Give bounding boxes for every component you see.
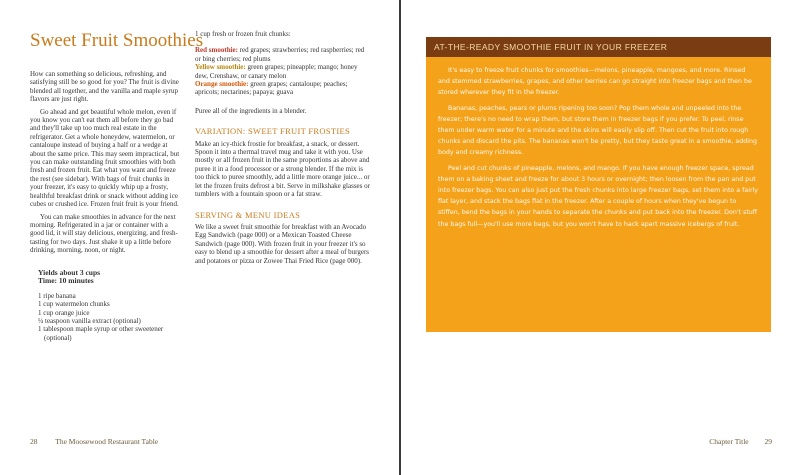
right-column <box>195 30 370 265</box>
variation-body: Make an icy-thick frostie for breakfast, a snack, or dessert. Spoon it into a thermal travel mug and take it with you. Use mostly or all frozen fruit in the same proportions as above and puree it in a food processor or a strong blender. If the mix is too thick to puree smoothly, add a little more orange juice... or let the frozen fruits defrost a bit. Serve in milkshake glasses or tumblers with a fountain spoon or a fat straw. <box>195 139 370 199</box>
page-number: 29 <box>764 437 772 446</box>
variety-red <box>195 46 370 63</box>
sidebar-box <box>426 37 771 332</box>
serving-body: We like a sweet fruit smoothie for breakfast with an Avocado Egg Sandwich (page 000) or a Mexican Toasted Cheese Sandwich (page 000). With frozen fruit in your freezer it's so easy to blend up a smoothie for dessert after a meal of burgers and potatoes or pizza or Zowee Thai Fried Rice (page 000). <box>195 222 370 265</box>
running-book-title: The Moosewood Restaurant Table <box>55 437 159 446</box>
yields-text: Yields about 3 cups <box>38 267 101 277</box>
running-chapter-title: Chapter Title <box>709 437 749 446</box>
sidebar-title: AT-THE-READY SMOOTHIE FRUIT IN YOUR FREEZER <box>426 37 771 57</box>
variety-label: Yellow smoothie: <box>195 63 246 72</box>
variety-text: green grapes; pineapple; mango; honey dew, Crenshaw, or canary melon <box>195 63 358 80</box>
variation-heading: VARIATION: SWEET FRUIT FROSTIES <box>195 126 350 137</box>
sidebar-body <box>426 57 771 230</box>
variety-label: Red smoothie: <box>195 46 238 55</box>
left-column <box>30 70 180 342</box>
intro-paragraph: You can make smoothies in advance for the next morning. Refrigerated in a jar or container with a good lid, it will stay delicious, energizing, and fresh-tasting for two days. Just shake it up a little before drinking, morning, noon, or night. <box>30 212 178 255</box>
fruit-chunks-line: 1 cup fresh or frozen fruit chunks: <box>195 30 291 38</box>
intro-paragraph: How can something so delicious, refreshing, and satisfying still be so good for you? The fruit is divine blended all together, and the vanilla and maple syrup flavors are just right. <box>30 70 179 104</box>
ingredient-item: 1 cup watermelon chunks <box>38 300 110 309</box>
ingredient-item: 1 tablespoon maple syrup or other sweetener (optional) <box>38 325 164 342</box>
variety-label: Orange smoothie: <box>195 80 249 89</box>
ingredient-item: 1 cup orange juice <box>38 308 90 317</box>
ingredient-list <box>38 292 180 342</box>
yields-block <box>38 269 180 286</box>
intro-paragraph: Go ahead and get beautiful whole melon, even if you know you can't eat them all before they go bad and they'll take up too much real estate in the refrigerator. Get a whole honeydew, watermelon, or cantaloupe instead of buying a half or a wedge at about the same price. This may seem impractical, but you can make outstanding fruit smoothies with both fresh and frozen fruit. Eat what you want and freeze the rest (see sidebar). With bags of fruit chunks in your freezer, it's easy to quickly whip up a frosty, healthful breakfast drink or snack without adding ice cubes or crushed ice. Frozen fruit fruit is your friend. <box>30 107 180 209</box>
puree-instruction: Puree all of the ingredients in a blender. <box>195 106 307 115</box>
serving-heading: SERVING & MENU IDEAS <box>195 209 301 220</box>
sidebar-paragraph: Bananas, peaches, pears or plums ripening too soon? Pop them whole and unpeeled into the freezer; there's no need to wrap them, but store them in freezer bags if you prefer. To peel, rinse them under warm water for a minute and the skins will easily slip off. Then cut the fruit into rough chunks and discard the pits. The bananas won't be pretty, but they taste great in a smoothie, adding body and creamy richness. <box>438 104 758 157</box>
variety-yellow <box>195 63 370 80</box>
variety-text: red grapes; strawberries; red raspberries; red or bing cherries; red plums <box>195 46 365 63</box>
page-number: 28 <box>30 437 38 446</box>
time-text: Time: 10 minutes <box>38 276 94 286</box>
sidebar-paragraph: Peel and cut chunks of pineapple, melons, and mango. If you have enough freezer space, spread them on a baking sheet and freeze for about 3 hours or overnight; then loosen from the pan and put into freezer bags. You can also just put the fresh chunks into large freezer bags, set them into a fairly flat layer, and stack the bags flat in the freezer. After a couple of hours when they've begun to stiffen, bend the bags in your hands to separate the chunks and put back into the freezer. Don't stuff the bags full—you'll use more bags, but you won't have to hack apart massive icebergs of fruit. <box>438 164 759 228</box>
recipe-title: Sweet Fruit Smoothies <box>30 30 204 51</box>
sidebar-paragraph: It's easy to freeze fruit chunks for smoothies—melons, pineapple, mangoes, and more. Rinsed and stemmed strawberries, grapes, and other berries can go straight into freezer bags and then be stored wherever they fit in the freezer. <box>438 67 752 97</box>
variety-orange <box>195 80 370 97</box>
right-page <box>401 0 800 475</box>
smoothie-varieties <box>195 46 370 96</box>
left-footer <box>30 437 158 446</box>
variety-text: green grapes; cantaloupe; peaches; apricots; nectarines; papaya; guava <box>195 80 348 97</box>
right-footer <box>709 437 772 446</box>
ingredient-item: 1 ripe banana <box>38 291 76 300</box>
left-page <box>0 0 399 475</box>
ingredient-item: ¼ teaspoon vanilla extract (optional) <box>38 316 141 325</box>
